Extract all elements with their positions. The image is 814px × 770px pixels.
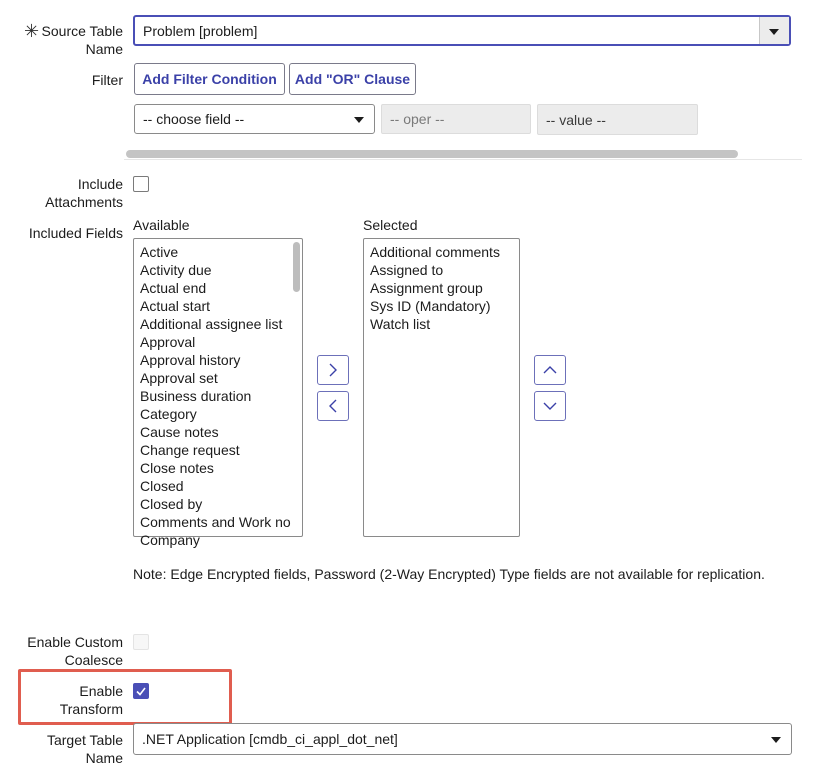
enable-transform-checkbox[interactable] [133,683,149,699]
list-option[interactable]: Active [140,244,179,260]
list-option[interactable]: Business duration [140,388,252,404]
replication-note: Note: Edge Encrypted fields, Password (2-Way Encrypted) Type fields are not available for replication. [133,566,765,582]
enable-custom-coalesce-label: Enable Custom Coalesce [27,634,123,668]
vertical-scrollbar[interactable] [293,242,300,292]
chevron-left-icon [327,399,339,413]
chevron-down-icon [769,29,779,35]
list-option[interactable]: Cause notes [140,424,219,440]
list-option[interactable]: Close notes [140,460,214,476]
list-option[interactable]: Comments and Work no [140,514,291,530]
list-option[interactable]: Actual end [140,280,207,296]
chevron-down-icon [771,737,781,743]
choose-field-placeholder: -- choose field -- [143,111,245,127]
list-option[interactable]: Category [140,406,197,422]
filter-label: Filter [91,72,123,88]
list-option[interactable]: Approval history [140,352,241,368]
list-option[interactable]: Watch list [370,316,431,332]
choose-field-select[interactable] [134,104,375,134]
target-table-value: .NET Application [cmdb_ci_appl_dot_net] [142,731,398,747]
move-down-button[interactable] [534,391,566,421]
list-option[interactable]: Assignment group [370,280,483,296]
chevron-up-icon [543,364,557,376]
list-option[interactable]: Company [140,532,200,548]
list-option[interactable]: Closed [140,478,184,494]
list-option[interactable]: Change request [140,442,240,458]
include-attachments-checkbox[interactable] [133,176,149,192]
list-option[interactable]: Approval [140,334,196,350]
target-table-label: Target Table Name [46,732,123,766]
list-option[interactable]: Actual start [140,298,211,314]
horizontal-scrollbar[interactable] [126,150,738,158]
highlight-box [18,669,232,725]
list-option[interactable]: Activity due [140,262,212,278]
list-option[interactable]: Approval set [140,370,218,386]
add-filter-condition-button[interactable]: Add Filter Condition [134,63,285,95]
source-table-label: Source Table Name [41,23,123,57]
list-option[interactable]: Assigned to [370,262,444,278]
include-attachments-label: Include Attachments [45,176,123,210]
mandatory-asterisk-icon: ✳ [24,21,40,41]
source-table-select[interactable] [133,15,791,46]
target-table-select[interactable] [133,723,792,755]
list-option[interactable]: Sys ID (Mandatory) [370,298,491,314]
enable-transform-label: Enable Transform [59,683,123,717]
chevron-right-icon [327,363,339,377]
available-header: Available [133,217,190,233]
value-field: -- value -- [537,104,698,135]
chevron-down-icon [543,400,557,412]
chevron-down-icon [354,117,364,123]
list-option[interactable]: Closed by [140,496,203,512]
selected-fields-list[interactable] [363,238,520,537]
source-table-value: Problem [problem] [143,22,258,39]
list-option[interactable]: Additional assignee list [140,316,283,332]
enable-custom-coalesce-checkbox[interactable] [133,634,149,650]
list-option[interactable]: Additional comments [370,244,500,260]
selected-header: Selected [363,217,418,233]
add-or-clause-button[interactable]: Add "OR" Clause [289,63,416,95]
move-up-button[interactable] [534,355,566,385]
remove-field-button[interactable] [317,391,349,421]
operator-select: -- oper -- [381,104,531,134]
available-fields-list[interactable] [133,238,303,548]
add-field-button[interactable] [317,355,349,385]
included-fields-label: Included Fields [28,225,123,241]
checkmark-icon [134,684,148,698]
